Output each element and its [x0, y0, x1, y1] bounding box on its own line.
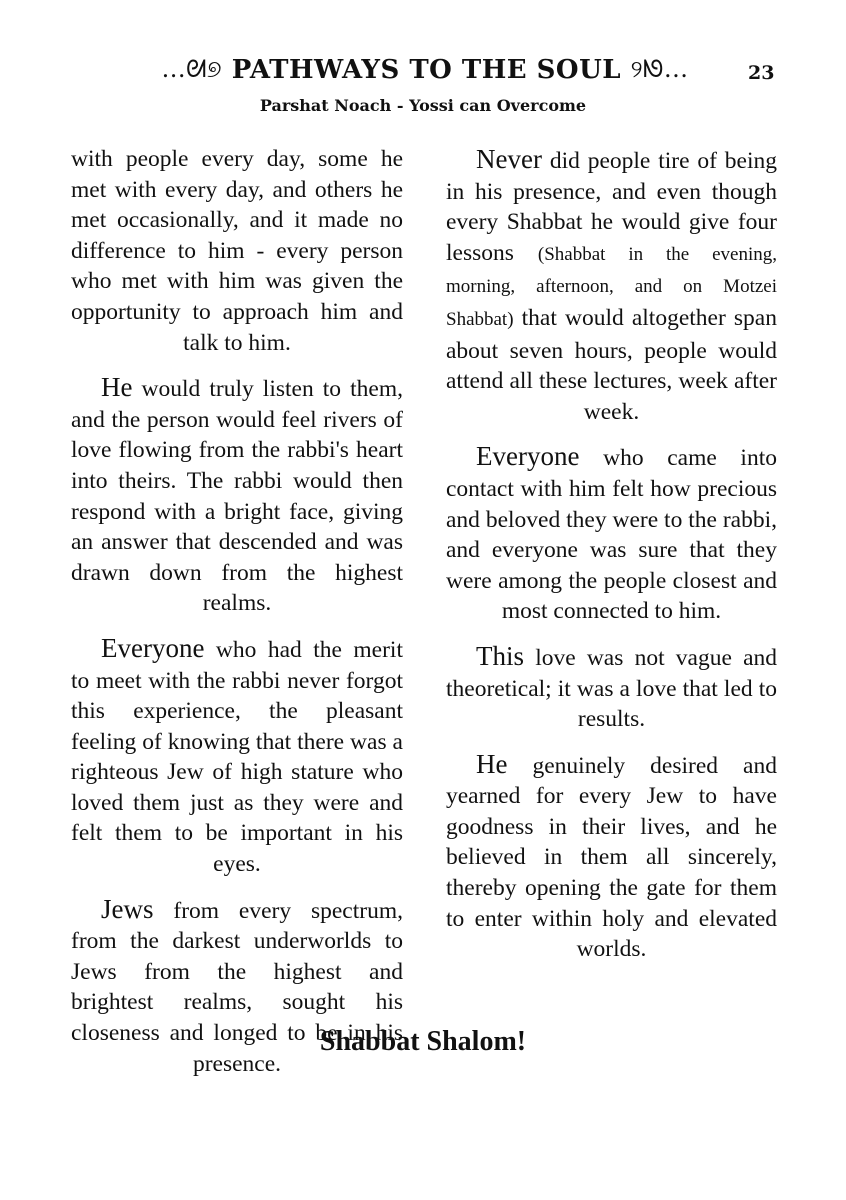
paragraph-text: did people tire of being in his presence, and even though every Shabbat he would give four lessons	[446, 148, 777, 266]
lead-word: He	[476, 748, 508, 779]
paragraph	[446, 144, 777, 427]
parenthetical-note: (Shabbat in the evening, morning, afternoon, and on Motzei Shabbat)	[446, 243, 777, 330]
paragraph	[71, 144, 403, 358]
paragraph-text: with people every day, some he met with every day, and others he met occasionally, and it made no difference to him - every person who met with him was given the opportunity to approach him and talk to him.	[71, 146, 403, 356]
paragraph-text: that would altogether span about seven hours, people would attend all these lectures, week after week.	[446, 304, 777, 425]
paragraph	[446, 441, 777, 627]
paragraph	[446, 749, 777, 965]
left-ornament-icon: ...ᘛ୭	[161, 55, 223, 83]
paragraph	[71, 372, 403, 619]
left-column	[71, 144, 403, 1093]
chapter-subtitle: Parshat Noach - Yossi can Overcome	[259, 96, 587, 115]
page-number: 23	[748, 62, 775, 84]
paragraph-text: from every spectrum, from the darkest underworlds to Jews from the highest and brightest realms, sought his closeness and longed to be in his presence.	[71, 897, 403, 1077]
lead-word: Never	[476, 144, 542, 174]
paragraph-text: love was not vague and theoretical; it was a love that led to results.	[446, 644, 777, 733]
lead-word: Everyone	[101, 632, 205, 663]
paragraph-text: who came into contact with him felt how precious and beloved they were to the rabbi, and everyone was sure that they were among the people closest and most connected to him.	[446, 445, 777, 625]
paragraph-text: genuinely desired and yearned for every Jew to have goodness in their lives, and he believed in them all sincerely, thereby opening the gate for them to enter within holy and elevated worlds.	[446, 752, 777, 963]
book-title	[135, 50, 715, 89]
paragraph	[71, 633, 403, 880]
lead-word: This	[476, 640, 525, 671]
lead-word: Everyone	[476, 441, 580, 472]
closing-greeting: Shabbat Shalom!	[319, 1026, 527, 1057]
lead-word: He	[101, 372, 133, 403]
page-header	[0, 50, 846, 90]
lead-word: Jews	[101, 893, 154, 924]
paragraph-text: would truly listen to them, and the person would feel rivers of love flowing from the rabbi's heart into theirs. The rabbi would then respond with a bright face, giving an answer that descended and was drawn down from the highest realms.	[71, 376, 403, 617]
right-column	[446, 144, 777, 979]
paragraph	[446, 641, 777, 735]
right-ornament-icon: ୨ᘚ...	[630, 55, 689, 83]
book-title-text: PATHWAYS TO THE SOUL	[231, 55, 622, 85]
paragraph-text: who had the merit to meet with the rabbi never forgot this experience, the pleasant feeling of knowing that there was a righteous Jew of high stature who loved them just as they were and felt them to be important in his eyes.	[71, 636, 403, 878]
